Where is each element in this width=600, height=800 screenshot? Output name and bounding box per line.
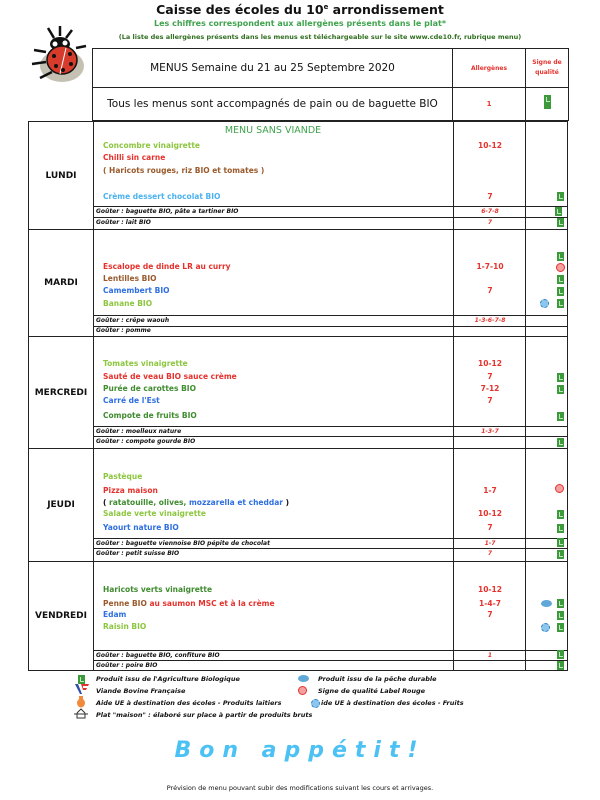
gouter: Goûter : poire BIO (96, 662, 158, 669)
legend-item: Viande Bovine Française (96, 687, 186, 695)
bon-appetit-banner: Bon appétit! (174, 738, 426, 763)
dish: Concombre vinaigrette (103, 141, 201, 150)
organic-label-icon (557, 538, 564, 547)
day-name: JEUDI (29, 449, 94, 561)
gouter: Goûter : lait BIO (96, 219, 151, 226)
bread-allergen: 1 (453, 88, 526, 121)
label-rouge-icon (556, 263, 565, 272)
dish: Carré de l'Est (103, 396, 160, 405)
organic-label-icon (557, 385, 564, 394)
gouter-allergen: 6-7-8 (481, 208, 499, 215)
sustainable-fishing-icon (541, 600, 552, 607)
dish: Crème dessert chocolat BIO (103, 192, 221, 201)
gouter: Goûter : baguette BIO, confiture BIO (96, 652, 220, 659)
week-title: MENUS Semaine du 21 au 25 Septembre 2020 (93, 49, 453, 88)
legend-item: Produit issu de l'Agriculture Biologique (96, 675, 240, 683)
bread-note: Tous les menus sont accompagnés de pain ou de baguette BIO (93, 88, 453, 121)
organic-label-icon (557, 661, 564, 670)
gouter-allergen: 7 (487, 550, 493, 557)
organic-label-icon (557, 287, 564, 296)
allergen-value: 7 (487, 396, 493, 405)
allergen-note: (La liste des allergènes présents dans les menus est téléchargeable sur le site www.cde10.fr, rubrique menu) (118, 33, 522, 41)
organic-label-icon (557, 623, 564, 632)
eu-dairy-aid-icon (76, 696, 86, 708)
allergen-value: 10-12 (478, 141, 502, 150)
allergen-value: 1-7-10 (476, 262, 504, 271)
dish: Escalope de dinde LR au curry (103, 262, 231, 271)
gouter: Goûter : crêpe waouh (96, 317, 170, 324)
organic-label-icon (557, 599, 564, 608)
allergens-column-header: Allergènes (453, 49, 526, 88)
organic-label-icon (557, 218, 564, 227)
allergen-value: 1-4-7 (479, 599, 501, 608)
day-name: MERCREDI (29, 337, 94, 448)
dish: Edam (103, 610, 127, 619)
allergen-value: 10-12 (478, 585, 502, 594)
quality-column-header: Signe de qualité (526, 49, 569, 88)
gouter-allergen: 1-3-6-7-8 (474, 317, 506, 324)
allergen-value: 10-12 (478, 359, 502, 368)
organic-label-icon (78, 675, 85, 684)
ladybug-icon (26, 24, 90, 88)
dish: Tomates vinaigrette (103, 359, 188, 368)
gouter-allergen: 1-7 (484, 540, 496, 547)
dish-detail: ( Haricots rouges, riz BIO et tomates ) (103, 166, 265, 175)
legend-item: Produit issu de la pêche durable (318, 675, 437, 683)
gouter: Goûter : pomme (96, 327, 151, 334)
allergen-value: 7 (487, 372, 493, 381)
day-block-vendredi (28, 561, 568, 671)
label-rouge-icon (298, 686, 307, 695)
allergen-subtitle: Les chiffres correspondent aux allergènes présents dans le plat* (154, 19, 446, 28)
day-block-mercredi (28, 336, 568, 449)
eu-fruit-aid-icon (311, 699, 320, 708)
dish: Haricots verts vinaigrette (103, 585, 213, 594)
gouter: Goûter : moelleux nature (96, 428, 182, 435)
organic-label-icon (557, 510, 564, 519)
eu-fruit-aid-icon (540, 299, 549, 308)
allergen-value: 10-12 (478, 509, 502, 518)
organic-label-icon (557, 373, 564, 382)
dish: Purée de carottes BIO (103, 384, 196, 393)
day-block-mardi (28, 229, 568, 337)
organic-label-icon (557, 412, 564, 421)
organic-label-icon (557, 299, 564, 308)
organic-label-icon (557, 524, 564, 533)
organic-label-icon (557, 611, 564, 620)
gouter: Goûter : petit suisse BIO (96, 550, 180, 557)
day-name: VENDREDI (29, 562, 94, 670)
organic-label-icon (557, 252, 564, 261)
dish: Sauté de veau BIO sauce crème (103, 372, 237, 381)
allergen-value: 7 (487, 523, 493, 532)
gouter: Goûter : baguette BIO, pâte a tartiner BIO (96, 208, 239, 215)
organic-label-icon (544, 95, 551, 109)
organic-label-icon (557, 192, 564, 201)
day-block-lundi (28, 121, 568, 230)
dish: Lentilles BIO (103, 274, 157, 283)
allergen-value: 1-7 (483, 486, 497, 495)
gouter: Goûter : compote gourde BIO (96, 438, 196, 445)
sustainable-fishing-icon (298, 675, 309, 682)
allergen-value: 7-12 (480, 384, 500, 393)
dish: Pastèque (103, 472, 143, 481)
allergen-value: 7 (487, 610, 493, 619)
day-name: LUNDI (29, 122, 94, 229)
footer-note: Prévision de menu pouvant subir des modifications suivant les cours et arrivages. (166, 784, 434, 792)
dish: Chilli sin carne (103, 153, 166, 162)
legend-item: Plat "maison" : élaboré sur place à partir de produits bruts (96, 711, 313, 719)
label-rouge-icon (555, 484, 564, 493)
gouter-allergen: 1 (487, 652, 493, 659)
dish: Compote de fruits BIO (103, 411, 197, 420)
gouter-allergen: 1-3-7 (481, 428, 499, 435)
dish: Pizza maison (103, 486, 158, 495)
allergen-value: 7 (487, 192, 493, 201)
organic-label-icon (557, 550, 564, 559)
dish: Salade verte vinaigrette (103, 509, 206, 518)
dish: Banane BIO (103, 299, 153, 308)
dish: Raisin BIO (103, 622, 147, 631)
day-name: MARDI (29, 230, 94, 336)
gouter-allergen: 7 (487, 219, 493, 226)
homemade-dish-icon (74, 708, 88, 719)
day-block-jeudi (28, 448, 568, 562)
dish-detail: ( ratatouille, olives, mozzarella et cheddar ) (103, 498, 290, 507)
organic-label-icon (557, 650, 564, 659)
menu-header-table (92, 48, 569, 121)
gouter: Goûter : baguette viennoise BIO pépite de chocolat (96, 540, 270, 547)
meatless-menu-banner: MENU SANS VIANDE (224, 125, 322, 136)
organic-label-icon (557, 275, 564, 284)
dish: Penne BIO au saumon MSC et à la crème (103, 599, 275, 608)
allergen-value: 7 (487, 286, 493, 295)
legend-item: Signe de qualité Label Rouge (318, 687, 426, 695)
dish: Yaourt nature BIO (103, 523, 179, 532)
legend-item: ide UE à destination des écoles - Fruits (321, 699, 464, 707)
page-title: Caisse des écoles du 10e arrondissement (156, 2, 444, 17)
organic-label-icon (555, 207, 562, 216)
organic-label-icon (557, 438, 564, 447)
eu-fruit-aid-icon (541, 623, 550, 632)
legend-item: Aide UE à destination des écoles - Produits laitiers (96, 699, 282, 707)
french-beef-icon (75, 684, 89, 695)
dish: Camembert BIO (103, 286, 170, 295)
